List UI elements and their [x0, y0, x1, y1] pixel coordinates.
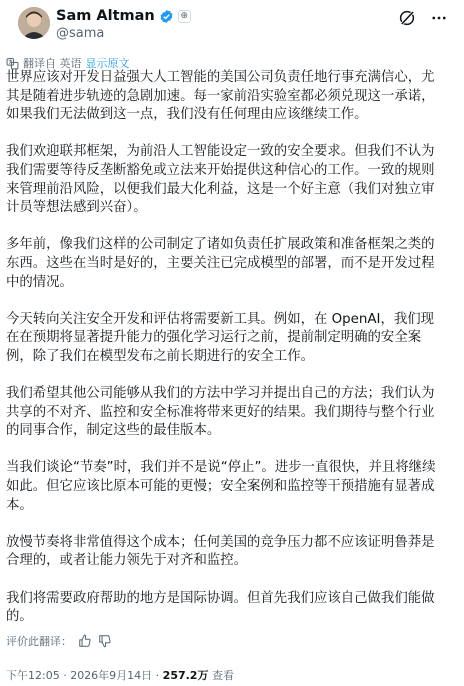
- post-paragraph: 我们欢迎联邦框架，为前沿人工智能设定一致的安全要求。但我们不认为我们需要等待反垄断豁免或立法来开始提供这种信心的工作。一致的规则来管理前沿风险，以便我们最大化利益，这是一个好主意（我们对独立审计员等想法感到兴奋）。: [6, 144, 435, 216]
- rate-translation: [6, 633, 112, 649]
- header-actions: [398, 9, 448, 27]
- view-count: 257.2万: [162, 669, 209, 682]
- display-name[interactable]: Sam Altman: [56, 8, 155, 24]
- post-paragraph: 多年前，像我们这样的公司制定了诸如负责任扩展政策和准备框架之类的东西。这些在当时是好的，主要关注已完成模型的部署，而不是开发过程中的情况。: [6, 237, 435, 290]
- post-paragraph: 我们将需要政府帮助的地方是国际协调。但首先我们应该自己做我们能做的。: [6, 590, 435, 625]
- affiliate-badge-icon: ⊕: [178, 10, 191, 23]
- post-header: [12, 0, 452, 46]
- post-paragraph: 当我们谈论“节奏”时，我们并不是说“停止”。进步一直很快，并且将继续如此。但它应该比原本可能的更慢；安全案例和监控等干预措施有显著成本。: [6, 460, 436, 513]
- more-options-icon[interactable]: [430, 9, 448, 27]
- post-meta: [6, 667, 234, 683]
- grok-icon[interactable]: [398, 9, 416, 27]
- post-paragraph: 今天转向关注安全开发和评估将需要新工具。例如，在 OpenAI，我们现在在预期将显著提升能力的强化学习运行之前，提前制定明确的安全案例，除了我们在模型发布之前长期进行的安全工作。: [6, 311, 435, 364]
- post-paragraph: 放慢节奏将非常值得这个成本；任何美国的竞争压力都不应该证明鲁莽是合理的，或者让能力领先于对齐和监控。: [6, 534, 435, 569]
- translate-icon: [6, 57, 19, 70]
- thumbs-down-icon[interactable]: [98, 634, 112, 648]
- rate-translation-label: 评价此翻译：: [6, 635, 72, 648]
- avatar[interactable]: [18, 7, 50, 39]
- show-original-link[interactable]: 显示原文: [85, 57, 130, 70]
- view-label: 查看: [208, 669, 234, 682]
- post-timestamp[interactable]: 下午12:05 · 2026年9月14日 ·: [6, 669, 163, 682]
- verified-badge-icon: [159, 9, 174, 24]
- name-row: [56, 7, 191, 25]
- translation-label: 翻译自 英语: [23, 57, 82, 70]
- post-paragraph: 世界应该对开发日益强大人工智能的美国公司负责任地行事充满信心，尤其是随着进步轨迹的急剧加速。每一家前沿实验室都必须兑现这一承诺，如果我们无法做到这一点，我们没有任何理由应该继续工作。: [6, 70, 435, 123]
- avatar-image: [18, 7, 50, 39]
- user-handle[interactable]: @sama: [56, 26, 105, 41]
- post-paragraph: 我们希望其他公司能够从我们的方法中学习并提出自己的方法；我们认为共享的不对齐、监控和安全标准将带来更好的结果。我们期待与整个行业的同事合作，制定这些的最佳版本。: [6, 386, 435, 439]
- thumbs-up-icon[interactable]: [78, 634, 92, 648]
- post-body: [6, 69, 446, 645]
